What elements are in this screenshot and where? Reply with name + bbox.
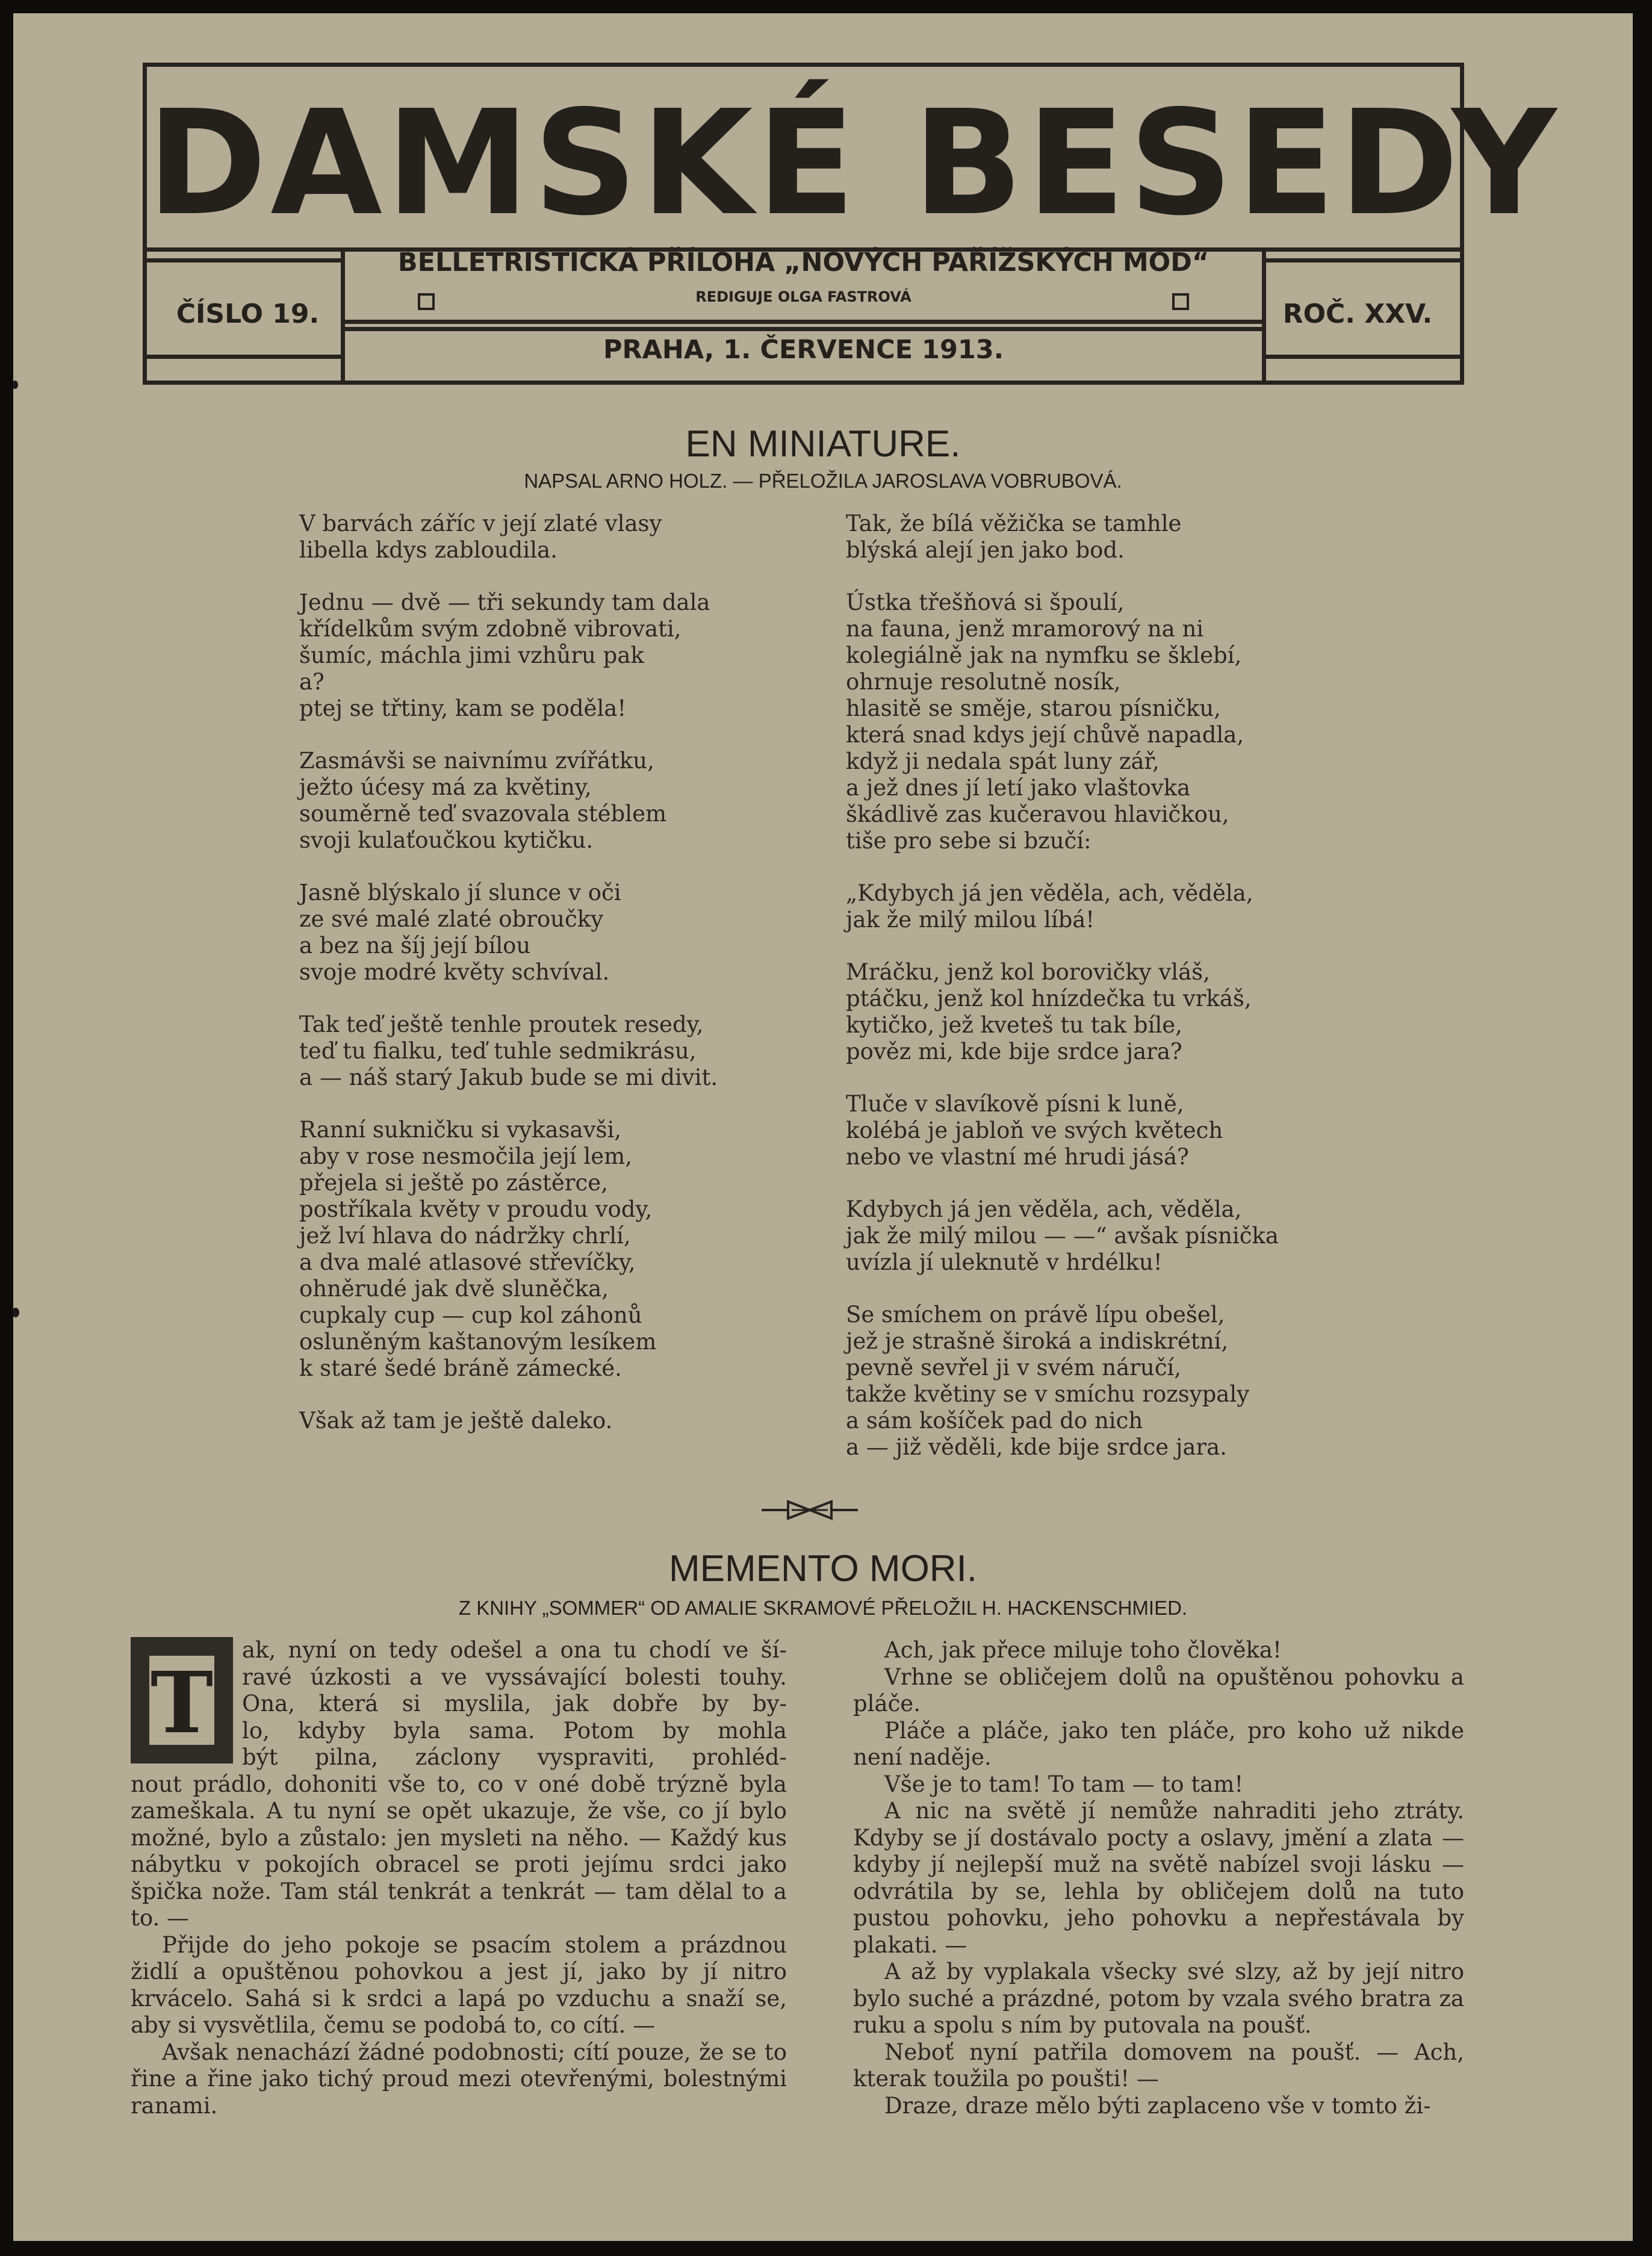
masthead-rule [341,247,345,381]
poem-right-column [846,511,1376,1461]
poem-line: Tak teď ještě tenhle proutek resedy, [299,1011,704,1037]
poem-line: která snad kdys její chůvě napadla, [846,722,1244,748]
poem-line: a dva malé atlasové střevíčky, [299,1249,636,1275]
poem-line: Však až tam je ještě daleko. [299,1408,613,1434]
poem-line: jak že milý milou líbá! [846,907,1095,933]
poem-stanza [846,1091,1376,1170]
paragraph-line: ak, nyní on tedy odešel a ona tu chodí ve ší- [242,1637,787,1663]
paragraph-line: Ona, která si myslila, jak dobře by by- [242,1691,787,1717]
poem-line: k staré šedé bráně zámecké. [299,1355,622,1381]
poem-line: kolegiálně jak na nymfku se šklebí, [846,642,1242,668]
poem-stanza [846,959,1376,1065]
poem-line: Tak, že bílá věžička se tamhle [846,511,1182,536]
poem-stanza [299,748,781,854]
issue-number: ČÍSLO 19. [176,299,320,329]
article1-title: EN MINIATURE. [685,423,961,465]
poem-line: svoje modré květy schvíval. [299,959,610,985]
poem-line: nebo ve vlastní mé hrudi jásá? [846,1144,1189,1170]
poem-line: kolébá je jabloň ve svých květech [846,1117,1223,1143]
poem-line: a? [299,669,324,695]
poem-line: teď tu fialku, teď tuhle sedmikrásu, [299,1038,697,1064]
poem-stanza [846,589,1376,854]
poem-line: Tluče v slavíkově písni k luně, [846,1091,1184,1117]
poem-line: osluněným kaštanovým lesíkem [299,1329,657,1355]
divider-ornament-icon [762,1498,858,1522]
poem-stanza [299,1117,781,1382]
poem-line: přejela si ještě po zástěrce, [299,1170,608,1196]
masthead-rule [341,320,1266,324]
poem-line: Ústka třešňová si špoulí, [846,589,1125,615]
masthead-rule [1262,247,1266,381]
stanza-gap [846,1170,1376,1196]
masthead-rule [1266,355,1460,359]
article1-byline: NAPSAL ARNO HOLZ. — PŘELOŽILA JAROSLAVA VOBRUBOVÁ. [524,470,1122,492]
paragraph: A nic na světě jí nemůže nahraditi jeho ztráty. Kdyby se jí dostávalo pocty a oslavy, jmění a zlata — kdyby jí nejlepší muž na světě nabízel svoji lásku — odvrátila by se, lehla by obličejem dolů na tuto pustou pohovku, jeho pohovku a nepřestávala by plakati. — [853,1798,1464,1958]
masthead-rule [341,327,1266,331]
poem-line: Jasně blýskalo jí slunce v oči [299,880,621,906]
stanza-gap [299,854,781,880]
square-ornament-icon [418,293,435,310]
poem-line: a bez na šíj její bílou [299,933,531,959]
masthead-rule [147,355,341,359]
poem-line: V barvách záříc v její zlaté vlasy [299,511,662,536]
poem-stanza [299,589,781,722]
poem-line: když ji nedala spát luny zář, [846,748,1160,774]
masthead-rule [147,258,341,263]
stanza-gap [299,564,781,589]
poem-line: postříkala květy v proudu vody, [299,1196,653,1222]
masthead-editor: REDIGUJE OLGA FASTROVÁ [695,288,911,305]
stanza-gap [846,854,1376,880]
poem-stanza [846,511,1376,564]
poem-line: Jednu — dvě — tři sekundy tam dala [299,589,710,615]
square-ornament-icon [1172,293,1189,310]
poem-line: a jež dnes jí letí jako vlaštovka [846,775,1191,801]
poem-stanza [299,1408,781,1434]
poem-stanza [299,880,781,986]
poem-line: Ranní sukničku si vykasavši, [299,1117,622,1143]
poem-line: na fauna, jenž mramorový na ni [846,616,1204,642]
stanza-gap [846,933,1376,959]
poem-line: pevně sevřel ji v svém náručí, [846,1355,1182,1381]
poem-stanza [299,511,781,564]
drop-cap-letter: T [150,1654,214,1753]
margin-mark [13,381,18,389]
newspaper-page [13,13,1633,2241]
poem-line: ptáčku, jenž kol hnízdečka tu vrkáš, [846,986,1252,1011]
paragraph-line: ravé úzkosti a ve vyssávající bolesti touhy. [242,1664,787,1690]
poem-stanza [846,880,1376,933]
poem-line: uvízla jí uleknutě v hrdélku! [846,1249,1163,1275]
first-paragraph-wrapped [242,1637,787,1771]
paragraph-line: lo, kdyby byla sama. Potom by mohla [242,1717,787,1744]
poem-line: svoji kulaťoučkou kytičku. [299,827,594,853]
poem-line: šumíc, máchla jimi vzhůru pak [299,642,644,668]
poem-line: ze své malé zlaté obroučky [299,906,604,932]
masthead [143,63,1560,385]
article2-title: MEMENTO MORI. [668,1548,978,1589]
poem-line: cupkaly cup — cup kol záhonů [299,1302,642,1328]
paragraph: Draze, draze mělo býti zaplaceno vše v tomto ži- [884,2092,1431,2119]
paragraph: Přijde do jeho pokoje se psacím stolem a prázdnou židlí a opuštěnou pohovkou a jest jí, jako by jí nitro krvácelo. Sahá si k srdci a lapá po vzduchu a snaží se, aby si vysvětlila, čemu se podobá to, co cítí. — [131,1931,787,2038]
paragraph: Avšak nenachází žádné podobnosti; cítí pouze, že se to řine a řine jako tichý proud mezi otevřenými, bolestnými ranami. [131,2039,787,2119]
poem-line: a sám košíček pad do nich [846,1408,1143,1434]
poem-stanza [846,1302,1376,1461]
volume-number: ROČ. XXV. [1282,299,1433,329]
poem-line: jež je strašně široká a indiskrétní, [846,1328,1229,1354]
poem-stanza [299,1011,781,1091]
poem-left-column [299,511,781,1434]
poem-line: ptej se třtiny, kam se poděla! [299,695,627,721]
poem-stanza [846,1196,1376,1276]
left-paragraphs [131,1932,787,2120]
poem-line: Se smíchem on právě lípu obešel, [846,1302,1225,1328]
poem-line: a — již věděli, kde bije srdce jara. [846,1434,1227,1460]
poem-line: jež lví hlava do nádržky chrlí, [299,1223,631,1249]
masthead-subtitle: BELLETRISTICKÁ PŘÍLOHA „NOVÝCH PAŘÍŽSKÝCH MOD“ [397,247,1210,278]
stanza-gap [299,722,781,748]
poem-line: jak že milý milou — —“ avšak písnička [846,1223,1279,1249]
stanza-gap [299,1091,781,1117]
poem-line: a — náš starý Jakub bude se mi divit. [299,1064,718,1090]
stanza-gap [846,564,1376,589]
paragraph: A až by vyplakala všecky své slzy, až by její nitro bylo suché a prázdné, potom by vzala svého bratra za ruku a spolu s ním by putovala na poušť. [853,1959,1464,2038]
prose-left-column [131,1637,787,2119]
article2-byline: Z KNIHY „SOMMER“ OD AMALIE SKRAMOVÉ PŘELOŽIL H. HACKENSCHMIED. [458,1597,1188,1619]
masthead-rule [1266,258,1460,263]
paragraph: Vše je to tam! To tam — to tam! [884,1771,1244,1797]
paragraph: Ach, jak přece miluje toho člověka! [884,1637,1282,1663]
stanza-gap [299,1382,781,1408]
poem-line: Mráčku, jenž kol borovičky vláš, [846,959,1210,985]
paragraph-line: být pilna, záclony vyspraviti, prohléd- [242,1744,787,1770]
prose-right-column [853,1637,1464,2119]
poem-line: ohrnuje resolutně nosík, [846,669,1121,695]
stanza-gap [846,1065,1376,1091]
stanza-gap [299,986,781,1011]
margin-mark [13,1308,19,1317]
poem-line: libella kdys zabloudila. [299,537,557,563]
poem-line: aby v rose nesmočila její lem, [299,1143,632,1169]
poem-line: tiše pro sebe si bzučí: [846,828,1092,854]
poem-line: blýská alejí jen jako bod. [846,537,1125,563]
paragraph: Vrhne se obličejem dolů na opuštěnou pohovku a pláče. [853,1664,1464,1717]
poem-line: souměrně teď svazovala stéblem [299,801,667,827]
poem-line: Kdybych já jen věděla, ach, věděla, [846,1196,1242,1222]
masthead-title: DAMSKÉ BESEDY [147,79,1560,247]
first-paragraph-rest: nout prádlo, dohoniti vše to, co v oné době trýzně byla zameškala. A tu nyní se opět ukazuje, že vše, co jí bylo možné, bylo a zůstalo: jen mysleti na něho. — Každý kus nábytku v pokojích obracel se proti jejímu srdci jako špička nože. Tam stál tenkrát a tenkrát — tam dělal to a to. — [131,1771,787,1931]
place-and-date: PRAHA, 1. ČERVENCE 1913. [603,335,1004,365]
poem-line: Zasmávši se naivnímu zvířátku, [299,748,654,774]
poem-line: škádlivě zas kučeravou hlavičkou, [846,801,1229,827]
poem-line: křídelkům svým zdobně vibrovati, [299,616,682,642]
poem-line: pověz mi, kde bije srdce jara? [846,1039,1182,1064]
paragraph: Neboť nyní patřila domovem na poušť. — Ach, kterak toužila po poušti! — [853,2039,1464,2092]
poem-line: takže květiny se v smíchu rozsypaly [846,1381,1250,1407]
poem-line: ohněrudé jak dvě sluněčka, [299,1276,609,1302]
poem-line: kytičko, jež kveteš tu tak bíle, [846,1012,1182,1038]
poem-line: „Kdybych já jen věděla, ach, věděla, [846,880,1253,906]
poem-line: ježto úćesy má za květiny, [299,774,592,800]
paragraph: Pláče a pláče, jako ten pláče, pro koho už nikde není naděje. [853,1717,1464,1770]
poem-line: hlasitě se směje, starou písničku, [846,695,1221,721]
stanza-gap [846,1276,1376,1302]
